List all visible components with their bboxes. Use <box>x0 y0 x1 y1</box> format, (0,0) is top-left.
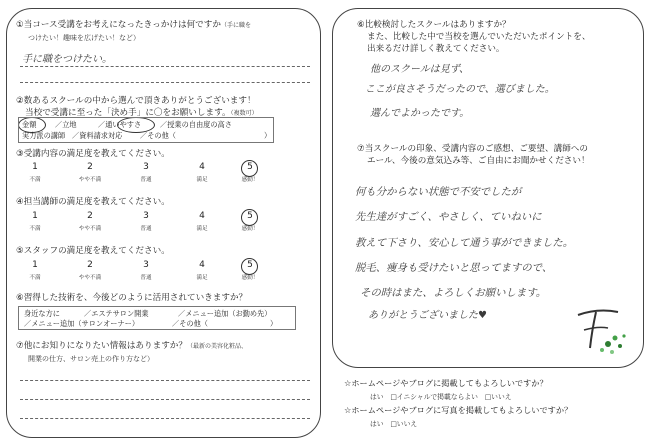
q7-right-answer-line: ありがとうございました♥ <box>368 310 487 321</box>
q6-option-salon-open: ／エステサロン開業 <box>84 309 149 318</box>
q5-scale-4: 4 <box>199 260 205 270</box>
q2-line2: 当校で受講に至った「決め手」に〇をお願いします。（複数可） <box>25 108 258 118</box>
q2-line1: ②数あるスクールの中から選んで頂きありがとうございます！ <box>16 96 256 106</box>
q3-scale-3: 3 <box>143 162 149 172</box>
q7-answer-line <box>20 380 310 381</box>
q1-line1: ①当コース受講をお考えになったきっかけは何ですか（手に職を <box>16 20 251 30</box>
q7-right-line1: ⑦当スクールの印象、受講内容のご感想、ご要望、講師への <box>357 144 588 154</box>
q6-left-title: ⑥習得した技術を、今後どのように活用されていきますか？ <box>16 293 248 303</box>
q4-scale-5: 5 <box>247 211 253 221</box>
q6-option-menu-owner: ／メニュー追加（サロンオーナー） <box>24 319 140 328</box>
q2-option-other: ／その他（ <box>140 131 176 140</box>
q7-answer-line <box>20 418 310 419</box>
q3-label-2: やや不満 <box>78 177 102 183</box>
q7-answer-line <box>20 399 310 400</box>
q2-close-paren: ） <box>264 131 272 140</box>
q5-scale-2: 2 <box>87 260 93 270</box>
q4-label-5: 感動！ <box>241 226 259 232</box>
q7-left-line2: 開業の仕方、サロン売上の作り方など） <box>28 355 154 363</box>
q4-label-3: 普通 <box>140 226 152 232</box>
q6-close-paren: ） <box>270 319 278 328</box>
q5-label-4: 満足 <box>196 275 208 281</box>
q3-scale-2: 2 <box>87 162 93 172</box>
q2-options-box <box>18 117 274 143</box>
q4-label-4: 満足 <box>196 226 208 232</box>
q4-scale-2: 2 <box>87 211 93 221</box>
q2-option-instructor: 実力派の講師 <box>22 131 66 140</box>
q6-right-line2: また、比較した中で当校を選んでいただいたポイントを、 <box>367 32 591 42</box>
q4-label-2: やや不満 <box>78 226 102 232</box>
q3-scale-1: 1 <box>32 162 38 172</box>
q3-scale-4: 4 <box>199 162 205 172</box>
q3-label-4: 満足 <box>196 177 208 183</box>
q6-option-other: ／その他（ <box>172 319 208 328</box>
q7-right-line2: エール、今後の意気込み等、ご自由にお聞かせください！ <box>367 156 590 166</box>
q6-option-family: 身近な方に <box>24 309 60 318</box>
q3-scale-5: 5 <box>247 162 253 172</box>
q2-option-flexibility: ／授業の自由度の高さ <box>160 120 232 129</box>
q1-answer-line <box>20 82 310 83</box>
q5-label-2: やや不満 <box>78 275 102 281</box>
q7-right-answer-line: その時はまた、よろしくお願いします。 <box>360 287 547 299</box>
q5-scale-3: 3 <box>143 260 149 270</box>
q2-option-price: 金額 <box>22 120 37 129</box>
q3-title: ③受講内容の満足度を教えてください。 <box>16 149 170 159</box>
footer-options-2: はい □いいえ <box>370 420 418 428</box>
footer-options-1: はい □イニシャルで掲載ならよい □いいえ <box>370 393 512 401</box>
q3-label-5: 感動！ <box>241 177 259 183</box>
q4-title: ④担当講師の満足度を教えてください。 <box>16 197 170 207</box>
q2-option-access: ／通いやすさ <box>98 120 142 129</box>
q6-right-line3: 出来るだけ詳しく教えてください。 <box>367 44 505 54</box>
q3-label-1: 不満 <box>29 177 41 183</box>
q5-label-1: 不満 <box>29 275 41 281</box>
q7-right-answer-line: 何も分からない状態で不安でしたが <box>355 186 522 198</box>
q7-right-answer-line: 先生達がすごく、やさしく、ていねいに <box>355 211 542 223</box>
q5-label-5: 感動！ <box>241 275 259 281</box>
q1-answer-line <box>20 66 310 67</box>
q3-label-3: 普通 <box>140 177 152 183</box>
q4-scale-1: 1 <box>32 211 38 221</box>
footer-question-2: ☆ホームページやブログに写真を掲載してもよろしいですか？ <box>344 405 573 415</box>
q1-answer: 手に職をつけたい。 <box>22 54 112 65</box>
q5-scale-1: 1 <box>32 260 38 270</box>
q2-option-location: ／立地 <box>55 120 77 129</box>
q5-label-3: 普通 <box>140 275 152 281</box>
q5-scale-5: 5 <box>247 260 253 270</box>
q5-title: ⑤スタッフの満足度を教えてください。 <box>16 246 170 256</box>
left-survey-card <box>6 8 321 438</box>
q4-scale-4: 4 <box>199 211 205 221</box>
q6-right-answer-2: ここが良さそうだったので、選びました。 <box>365 84 555 95</box>
q7-right-answer-line: 教えて下さり、安心して通う事ができました。 <box>355 237 574 249</box>
q2-option-brochure: ／資料請求対応 <box>72 131 123 140</box>
q6-right-answer-3: 選んでよかったです。 <box>370 108 470 119</box>
q1-line2: つけたい！趣味を広げたい！など） <box>28 34 140 42</box>
q7-left-line1: ⑦他にお知りになりたい情報はありますか？（最新の美容化粧品、 <box>16 341 248 351</box>
footer-question-1: ☆ホームページやブログに掲載してもよろしいですか？ <box>344 378 548 388</box>
handwritten-initial-logo-icon <box>568 300 634 360</box>
q6-right-line1: ⑥比較検討したスクールはありますか？ <box>357 20 511 30</box>
q4-scale-3: 3 <box>143 211 149 221</box>
q6-right-answer-1: 他のスクールは見ず、 <box>370 64 469 75</box>
q6-option-menu-employer: ／メニュー追加（お勤め先） <box>178 309 272 318</box>
q7-right-answer-line: 脱毛、痩身も受けたいと思ってますので、 <box>355 262 553 274</box>
q4-label-1: 不満 <box>29 226 41 232</box>
